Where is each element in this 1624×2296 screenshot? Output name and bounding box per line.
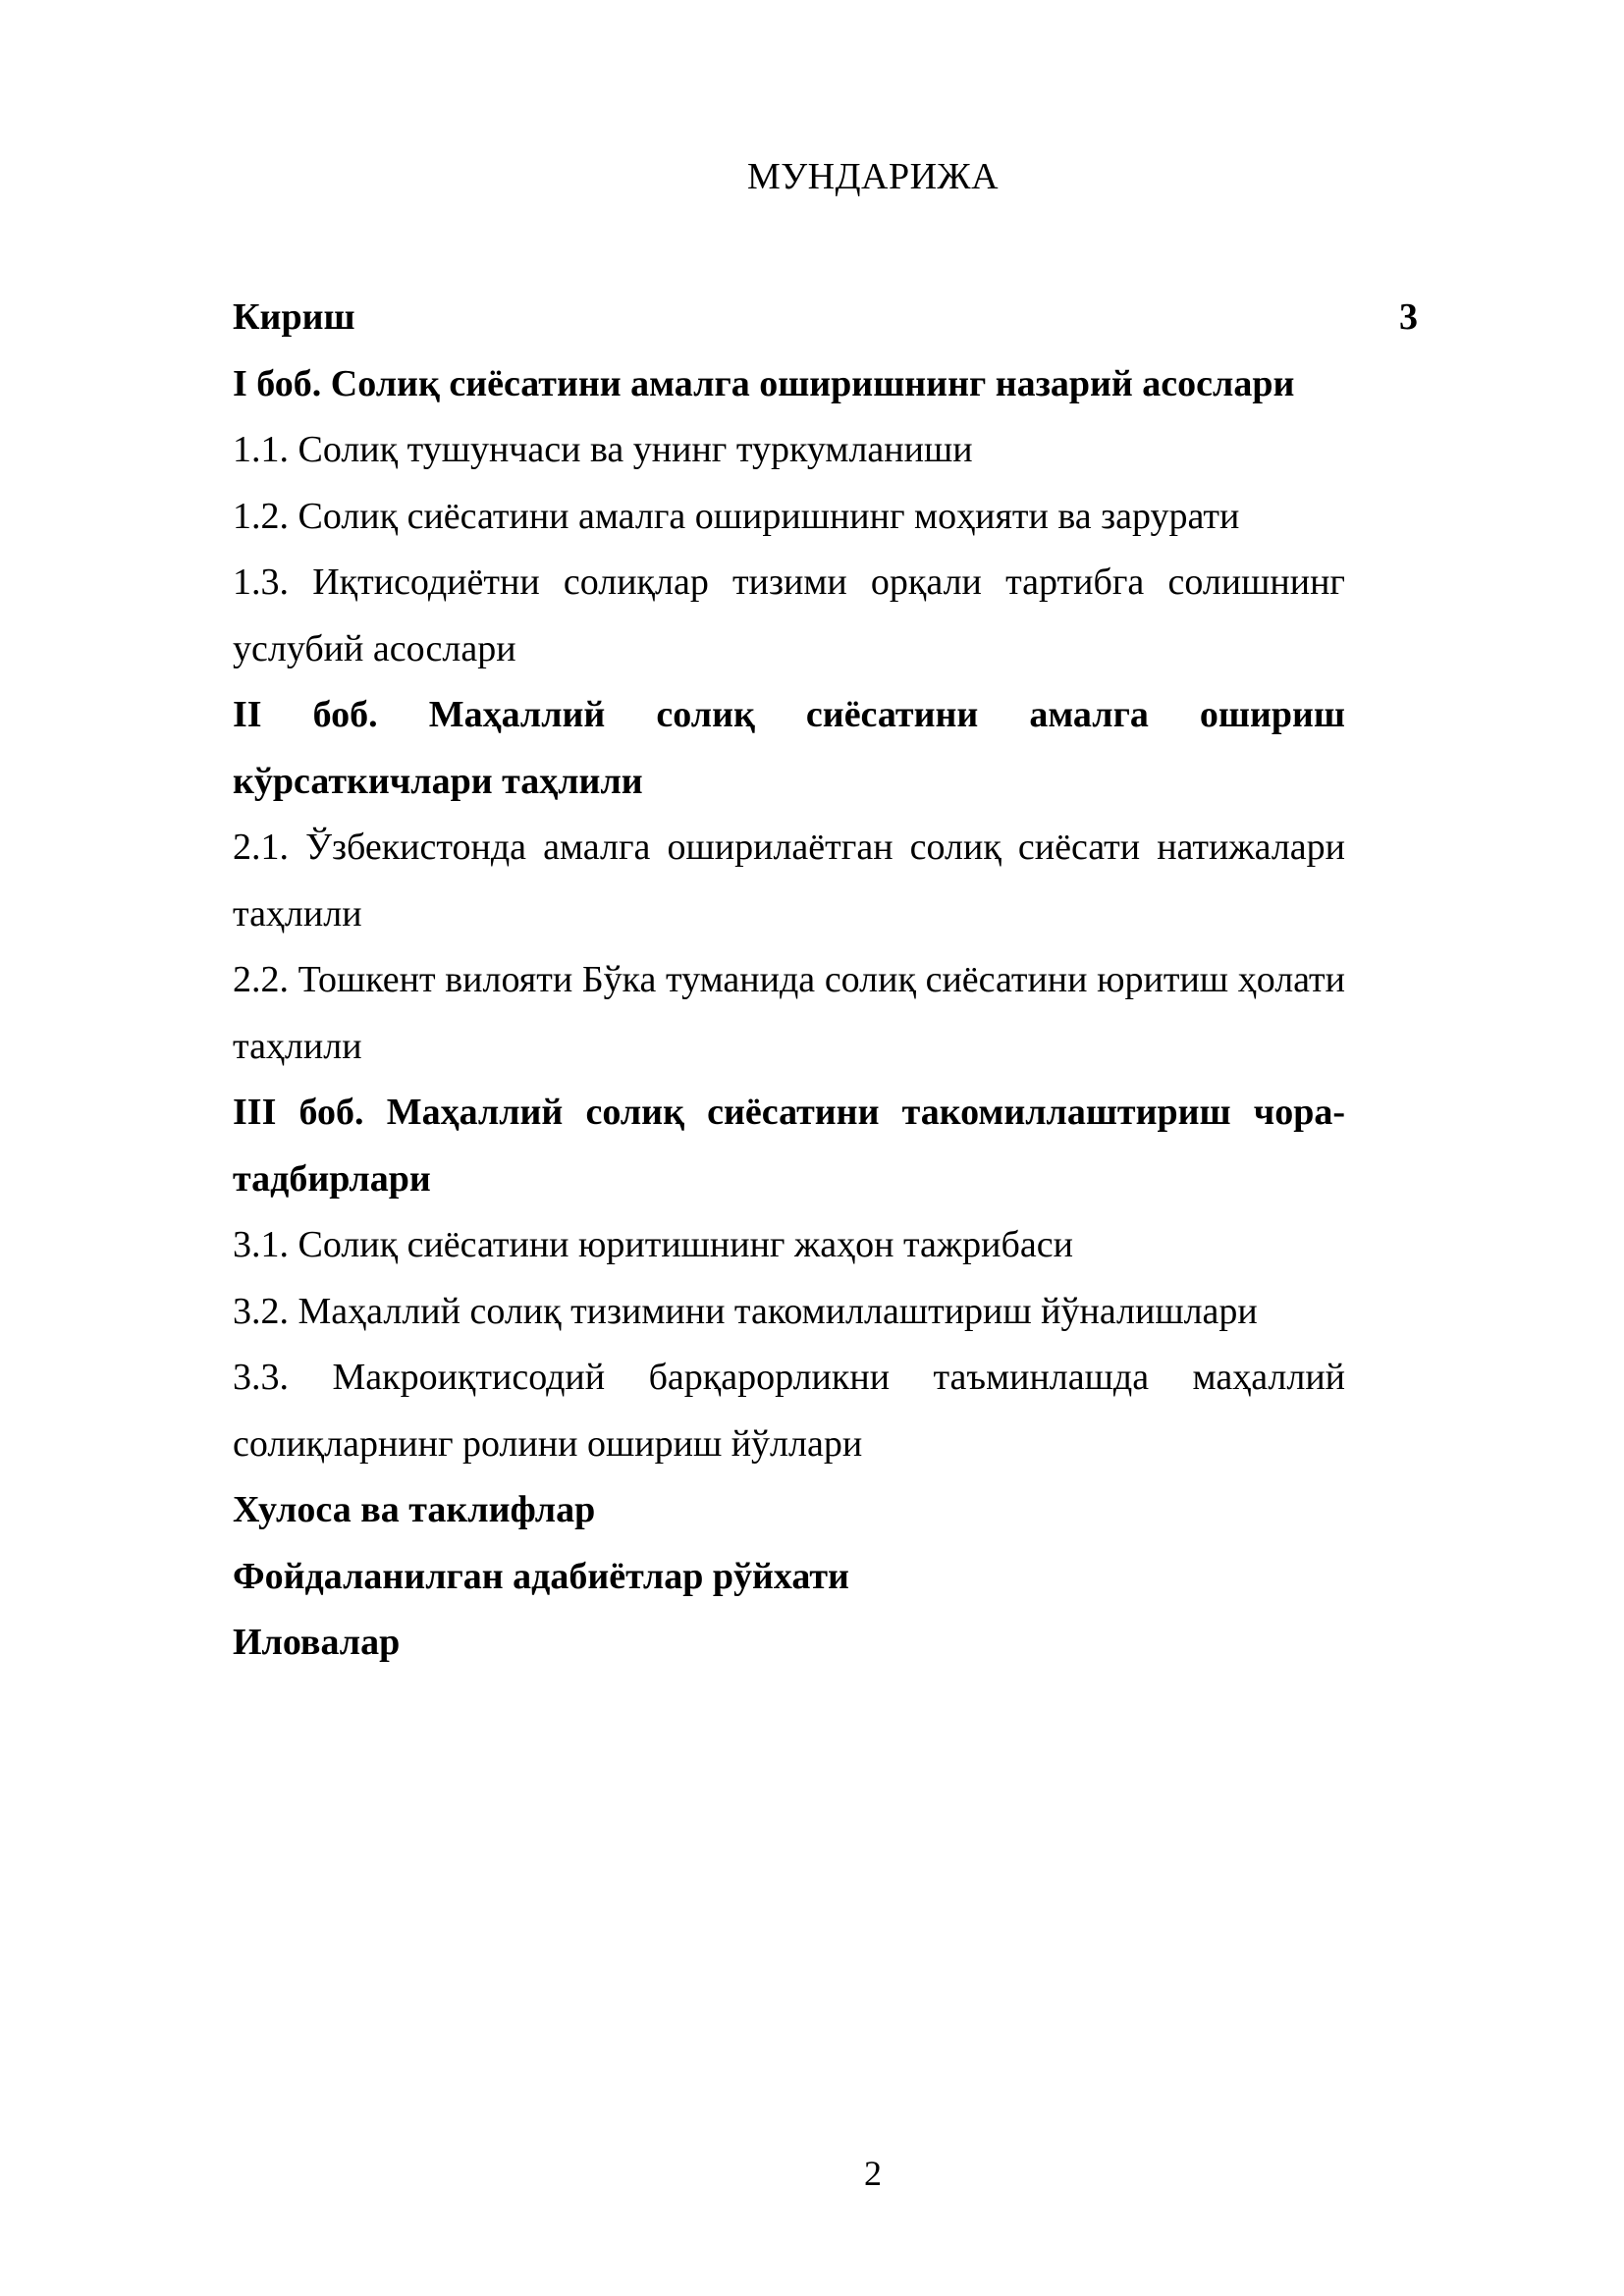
toc-entry-chapter-3 <box>233 1080 1345 1212</box>
toc-entry-section-2-2 <box>233 947 1345 1080</box>
toc-entry-references <box>233 1544 1345 1611</box>
toc-entry-label: 1.2. Солиқ сиёсатини амалга оширишнинг моҳияти ва зарурати <box>233 495 1240 537</box>
toc-entry-label: 2.1. Ўзбекистонда амалга оширилаётган солиқ сиёсати натижалари таҳлили <box>233 827 1345 934</box>
toc-entry-label: Кириш <box>233 296 355 338</box>
toc-entry-label: 2.2. Тошкент вилояти Бўка туманида солиқ сиёсатини юритиш ҳолати таҳлили <box>233 959 1345 1067</box>
toc-entry-section-3-2 <box>233 1279 1345 1346</box>
toc-page-number: 3 <box>1399 296 1418 338</box>
toc-entry-chapter-1 <box>233 351 1345 418</box>
page-title: МУНДАРИЖА <box>746 156 1000 197</box>
toc-entry-section-1-1 <box>233 417 1345 484</box>
toc-entry-section-3-3 <box>233 1345 1345 1477</box>
toc-entry-label: I боб. Солиқ сиёсатини амалга оширишнинг назарий асослари <box>233 362 1295 404</box>
toc-entry-appendices <box>233 1610 1345 1677</box>
toc-entry-label: Хулоса ва таклифлар <box>233 1489 596 1530</box>
toc-entry-section-1-3 <box>233 550 1345 682</box>
toc-entry-conclusions <box>233 1477 1345 1544</box>
toc-entry-label: 3.1. Солиқ сиёсатини юритишнинг жаҳон тажрибаси <box>233 1224 1073 1265</box>
toc-entry-label: 3.2. Маҳаллий солиқ тизимини такомиллаштириш йўналишлари <box>233 1290 1258 1332</box>
toc-entry-label: 1.3. Иқтисодиётни солиқлар тизими орқали тартибга солишнинг услубий асослари <box>233 561 1345 669</box>
toc-entry-label: Фойдаланилган адабиётлар рўйхати <box>233 1555 849 1597</box>
page-number: 2 <box>864 2154 882 2193</box>
toc-entry-label: 1.1. Солиқ тушунчаси ва унинг туркумланиши <box>233 429 973 470</box>
toc-entry-label: Иловалар <box>233 1622 401 1663</box>
toc-entry-label: II боб. Маҳаллий солиқ сиёсатини амалга ошириш кўрсаткичлари таҳлили <box>233 694 1345 802</box>
toc-entry-label: III боб. Маҳаллий солиқ сиёсатини такомиллаштириш чора-тадбирлари <box>233 1092 1345 1200</box>
table-of-contents <box>233 285 1418 1677</box>
toc-entry-label: 3.3. Макроиқтисодий барқарорликни таъминлашда маҳаллий солиқларнинг ролини ошириш йўллари <box>233 1357 1345 1465</box>
toc-entry-section-2-1 <box>233 815 1345 947</box>
toc-entry-chapter-2 <box>233 682 1345 815</box>
toc-entry-section-3-1 <box>233 1212 1345 1279</box>
toc-entry-introduction <box>233 285 1418 351</box>
toc-entry-section-1-2 <box>233 484 1345 551</box>
